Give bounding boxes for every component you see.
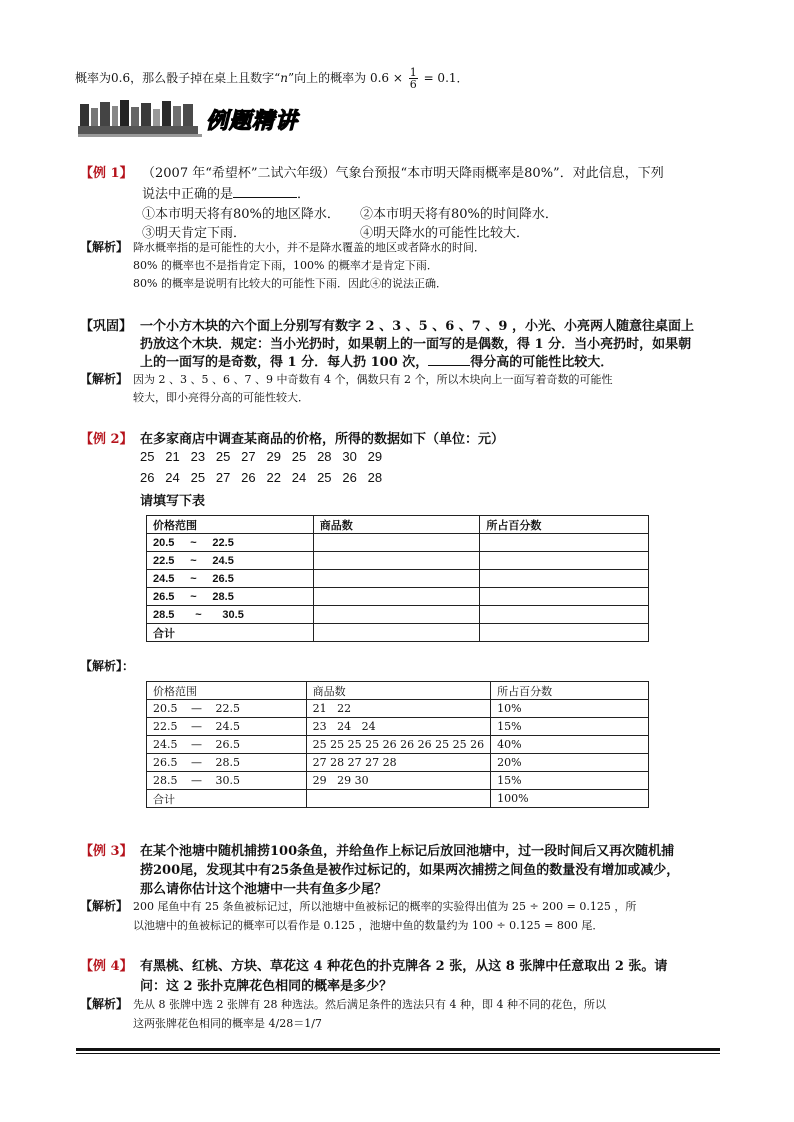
footer-divider xyxy=(76,1048,720,1051)
gonggu-solution-line1: 因为 2 、3 、5 、6 、7 、9 中奇数有 4 个，偶数只有 2 个，所以木块向上一面写着奇数的可能性 xyxy=(133,373,613,386)
ex3-solution-line1: 200 尾鱼中有 25 条鱼被标记过，所以池塘中鱼被标记的概率的实验得出值为 25 ÷ 200 = 0.125 ，所 xyxy=(133,900,637,913)
ex3-solution-tag: 【解析】 xyxy=(80,899,129,913)
ex1-solution-line1: 降水概率指的是可能性的大小，并不是降水覆盖的地区或者降水的时间． xyxy=(133,241,485,254)
intro-var: n xyxy=(280,71,288,85)
table-row xyxy=(147,772,649,790)
ex4-question-line2: 问：这 2 张扑克牌花色相同的概率是多少？ xyxy=(140,979,393,994)
percent-input-cell[interactable] xyxy=(480,570,649,588)
count-input-cell[interactable] xyxy=(313,606,480,624)
table-row xyxy=(147,552,649,570)
table-row xyxy=(147,754,649,772)
intro-line xyxy=(75,67,469,90)
table-header: 所占百分数 xyxy=(491,682,649,700)
percent-cell: 100% xyxy=(491,790,649,808)
percent-cell: 20% xyxy=(491,754,649,772)
total-label: 合计 xyxy=(147,790,307,808)
ex2-solution-tag: 【解析】： xyxy=(80,659,135,673)
percent-input-cell[interactable] xyxy=(480,624,649,642)
count-input-cell[interactable] xyxy=(313,570,480,588)
gonggu-question-line3: 上的一面写的是奇数，得 1 分．每人扔 100 次， 得分高的可能性比较大． xyxy=(140,355,614,370)
intro-value: 0.6 xyxy=(111,71,131,85)
range-cell: 28.5 ~ 30.5 xyxy=(147,606,314,624)
table-row xyxy=(147,570,649,588)
percent-cell: 10% xyxy=(491,700,649,718)
ex3-question-line3: 那么请你估计这个池塘中一共有鱼多少尾？ xyxy=(140,882,388,897)
intro-text: 概率为 xyxy=(75,71,112,85)
range-cell: 24.5 — 26.5 xyxy=(147,736,307,754)
intro-fraction: $\frac{1}{6}$ xyxy=(409,66,417,91)
table-header-row xyxy=(147,682,649,700)
table-row xyxy=(147,588,649,606)
ex2-data-row2: 26 24 25 27 26 22 24 25 26 28 xyxy=(140,470,383,485)
range-cell: 22.5 — 24.5 xyxy=(147,718,307,736)
count-input-cell[interactable] xyxy=(313,552,480,570)
gonggu-solution-line2: 较大，即小亮得分高的可能性较大． xyxy=(133,391,309,404)
items-cell: 29 29 30 xyxy=(306,772,490,790)
ex1-solution-tag: 【解析】 xyxy=(80,240,129,254)
range-cell: 24.5 ~ 26.5 xyxy=(147,570,314,588)
ex3-tag: 【例 3】 xyxy=(80,844,133,859)
ex3-question-line2: 捞200尾，发现其中有25条鱼是被作过标记的，如果两次捕捞之间鱼的数量没有增加或减少， xyxy=(140,863,680,878)
table-row xyxy=(147,606,649,624)
table-header: 价格范围 xyxy=(147,516,314,534)
ex2-instruction: 请填写下表 xyxy=(140,494,206,509)
count-input-cell[interactable] xyxy=(313,588,480,606)
count-input-cell[interactable] xyxy=(313,534,480,552)
count-input-cell[interactable] xyxy=(313,624,480,642)
ex2-answer-table xyxy=(146,681,649,808)
intro-expr-left: 0.6 × xyxy=(369,71,403,85)
footer-divider-thin xyxy=(76,1053,720,1054)
ex2-question: 在多家商店中调查某商品的价格，所得的数据如下（单位：元） xyxy=(140,432,505,447)
ex4-solution-line1: 先从 8 张牌中选 2 张牌有 28 种选法。然后满足条件的选法只有 4 种，即 4 种不同的花色，所以 xyxy=(133,998,606,1011)
table-header-row xyxy=(147,516,649,534)
percent-input-cell[interactable] xyxy=(480,552,649,570)
gonggu-question-line2: 扔放这个木块．规定：当小光扔时，如果朝上的一面写的是偶数，得 1 分．当小亮扔时，如果朝 xyxy=(140,337,692,352)
table-header: 所占百分数 xyxy=(480,516,649,534)
percent-input-cell[interactable] xyxy=(480,606,649,624)
intro-text-mid: ，那么骰子掉在桌上且数字“ xyxy=(130,71,281,85)
table-header: 商品数 xyxy=(306,682,490,700)
ex4-solution-tag: 【解析】 xyxy=(80,997,129,1011)
intro-expr-right: = 0.1． xyxy=(423,71,469,85)
ex2-blank-table xyxy=(146,515,649,642)
ex1-tag: 【例 1】 xyxy=(80,166,133,181)
percent-input-cell[interactable] xyxy=(480,534,649,552)
table-row xyxy=(147,700,649,718)
ex1-answer-blank[interactable] xyxy=(233,197,297,198)
table-header: 价格范围 xyxy=(147,682,307,700)
ex1-question-line2: 说法中正确的是 ． xyxy=(142,187,311,202)
range-cell: 26.5 — 28.5 xyxy=(147,754,307,772)
total-label: 合计 xyxy=(147,624,314,642)
ex2-tag: 【例 2】 xyxy=(80,432,133,447)
table-total-row xyxy=(147,790,649,808)
items-cell: 21 22 xyxy=(306,700,490,718)
table-total-row xyxy=(147,624,649,642)
section-banner xyxy=(78,98,308,140)
items-cell: 23 24 24 xyxy=(306,718,490,736)
gonggu-solution-tag: 【解析】 xyxy=(80,372,129,386)
ex1-solution-line2: 80% 的概率也不是指肯定下雨，100% 的概率才是肯定下雨． xyxy=(133,259,438,272)
ex4-tag: 【例 4】 xyxy=(80,959,133,974)
ex2-data-row1: 25 21 23 25 27 29 25 28 30 29 xyxy=(140,449,383,464)
items-cell: 25 25 25 25 26 26 26 25 25 26 xyxy=(306,736,490,754)
ex4-solution-line2: 这两张牌花色相同的概率是 4/28＝1/7 xyxy=(133,1017,322,1030)
table-row xyxy=(147,534,649,552)
range-cell: 28.5 — 30.5 xyxy=(147,772,307,790)
ex1-option-4: ④明天降水的可能性比较大． xyxy=(360,226,530,241)
table-header: 商品数 xyxy=(313,516,480,534)
table-row xyxy=(147,736,649,754)
range-cell: 20.5 — 22.5 xyxy=(147,700,307,718)
gonggu-answer-blank[interactable] xyxy=(428,365,470,366)
range-cell: 26.5 ~ 28.5 xyxy=(147,588,314,606)
percent-cell: 15% xyxy=(491,772,649,790)
items-cell: 27 28 27 27 28 xyxy=(306,754,490,772)
gonggu-question-line1: 一个小方木块的六个面上分别写有数字 2 、3 、5 、6 、7 、9 ，小光、小亮两人随意往桌面上 xyxy=(140,319,694,334)
ex1-question-line1: （2007 年“希望杯”二试六年级）气象台预报“本市明天降雨概率是80%”．对此信息，下列 xyxy=(142,166,664,181)
ex1-solution-line3: 80% 的概率是说明有比较大的可能性下雨．因此④的说法正确． xyxy=(133,277,447,290)
ex1-option-2: ②本市明天将有80%的时间降水． xyxy=(360,207,558,222)
range-cell: 22.5 ~ 24.5 xyxy=(147,552,314,570)
ex3-question-line1: 在某个池塘中随机捕捞100条鱼，并给鱼作上标记后放回池塘中，过一段时间后又再次随机捕 xyxy=(140,844,675,859)
ex1-option-3: ③明天肯定下雨． xyxy=(142,226,247,241)
section-title: 例题精讲 xyxy=(206,109,299,134)
gonggu-tag: 【巩固】 xyxy=(80,319,133,334)
range-cell: 20.5 ~ 22.5 xyxy=(147,534,314,552)
ex4-question-line1: 有黑桃、红桃、方块、草花这 4 种花色的扑克牌各 2 张，从这 8 张牌中任意取出 2 张。请 xyxy=(140,959,668,974)
items-cell xyxy=(306,790,490,808)
percent-input-cell[interactable] xyxy=(480,588,649,606)
ex1-option-1: ①本市明天将有80%的地区降水． xyxy=(142,207,340,222)
intro-text-mid2: ”向上的概率为 xyxy=(287,71,367,85)
table-row xyxy=(147,718,649,736)
percent-cell: 40% xyxy=(491,736,649,754)
percent-cell: 15% xyxy=(491,718,649,736)
ex3-solution-line2: 以池塘中的鱼被标记的概率可以看作是 0.125 ，池塘中鱼的数量约为 100 ÷ 0.125 = 800 尾． xyxy=(133,919,604,932)
